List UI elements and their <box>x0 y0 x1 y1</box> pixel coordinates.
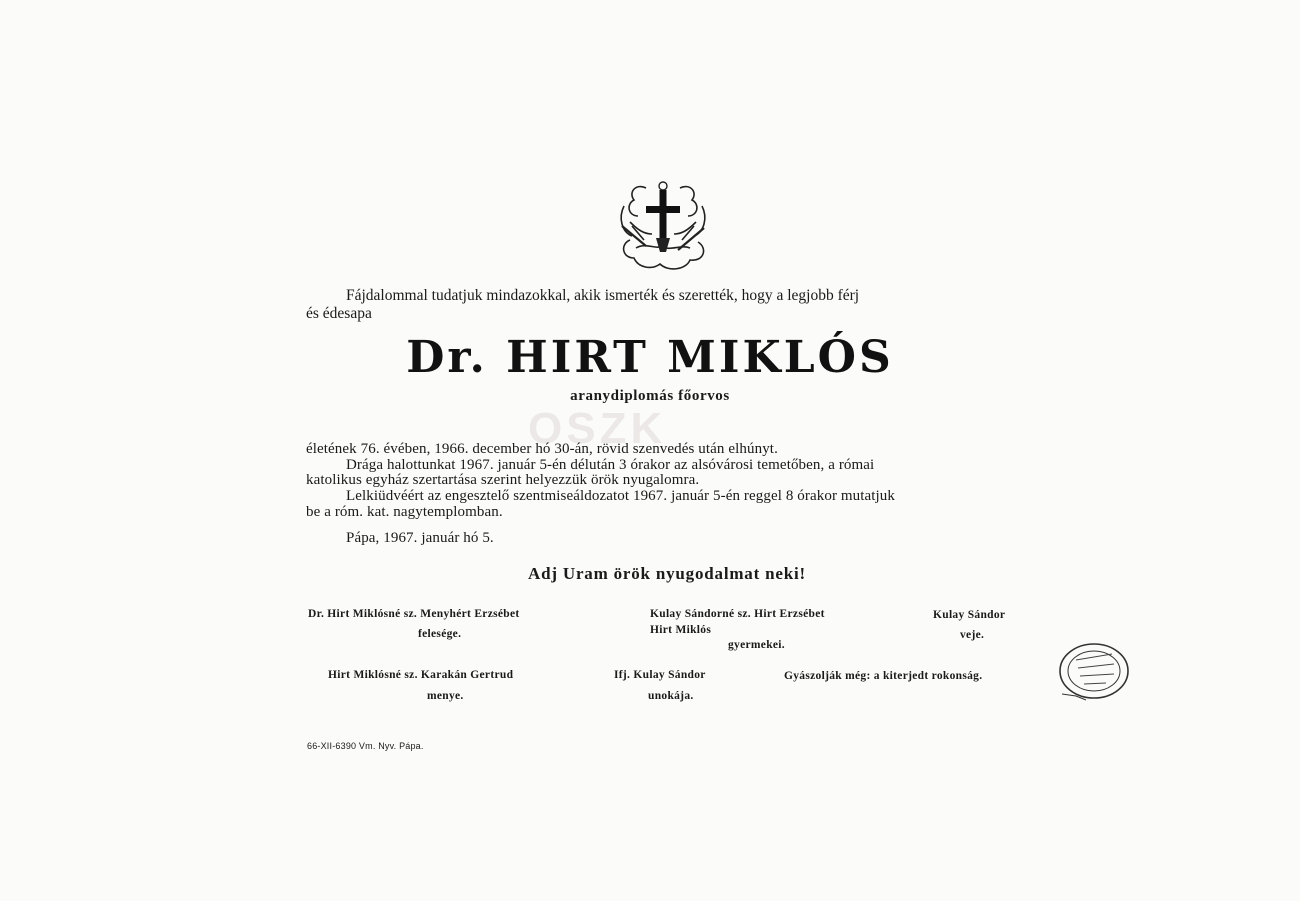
mourner-children-name-1: Kulay Sándorné sz. Hirt Erzsébet <box>650 608 825 620</box>
mourner-others: Gyászolják még: a kiterjedt rokonság. <box>784 670 983 682</box>
body-line-2: Drága halottunkat 1967. január 5-én délután 3 órakor az alsóvárosi temetőben, a római <box>346 457 875 473</box>
mourner-soninlaw-name: Kulay Sándor <box>933 609 1006 621</box>
cross-emblem-icon <box>616 178 710 276</box>
body-line-4: Lelkiüdvéért az engesztelő szentmiseáldozatot 1967. január 5-én reggel 8 órakor mutatjuk <box>346 488 896 504</box>
mourner-daughterinlaw-relation: menye. <box>427 690 464 702</box>
mourner-children-name-2: Hirt Miklós <box>650 624 712 636</box>
place-date: Pápa, 1967. január hó 5. <box>346 530 494 546</box>
body-line-1: életének 76. évében, 1966. december hó 30-án, rövid szenvedés után elhúnyt. <box>306 441 778 457</box>
intro-line-2: és édesapa <box>306 305 372 322</box>
print-code: 66-XII-6390 Vm. Nyv. Pápa. <box>307 741 424 751</box>
deceased-name: Dr. HIRT MIKLÓS <box>406 332 894 383</box>
mourner-children-relation: gyermekei. <box>728 639 785 651</box>
mourner-grandson-name: Ifj. Kulay Sándor <box>614 669 706 681</box>
body-line-5: be a róm. kat. nagytemplomban. <box>306 504 503 520</box>
prayer-line: Adj Uram örök nyugodalmat neki! <box>528 564 806 583</box>
mourner-soninlaw-relation: veje. <box>960 629 985 641</box>
intro-line-1: Fájdalommal tudatjuk mindazokkal, akik ismerték és szerették, hogy a legjobb férj <box>346 287 860 304</box>
library-stamp-icon <box>1056 638 1134 704</box>
deceased-title: aranydiplomás főorvos <box>570 388 730 404</box>
mourner-grandson-relation: unokája. <box>648 690 694 702</box>
body-line-3: katolikus egyház szertartása szerint helyezzük örök nyugalomra. <box>306 472 700 488</box>
watermark-text: OSZK <box>528 404 667 453</box>
mourner-wife-relation: felesége. <box>418 628 462 640</box>
mourner-wife-name: Dr. Hirt Miklósné sz. Menyhért Erzsébet <box>308 608 520 620</box>
mourner-daughterinlaw-name: Hirt Miklósné sz. Karakán Gertrud <box>328 669 514 681</box>
